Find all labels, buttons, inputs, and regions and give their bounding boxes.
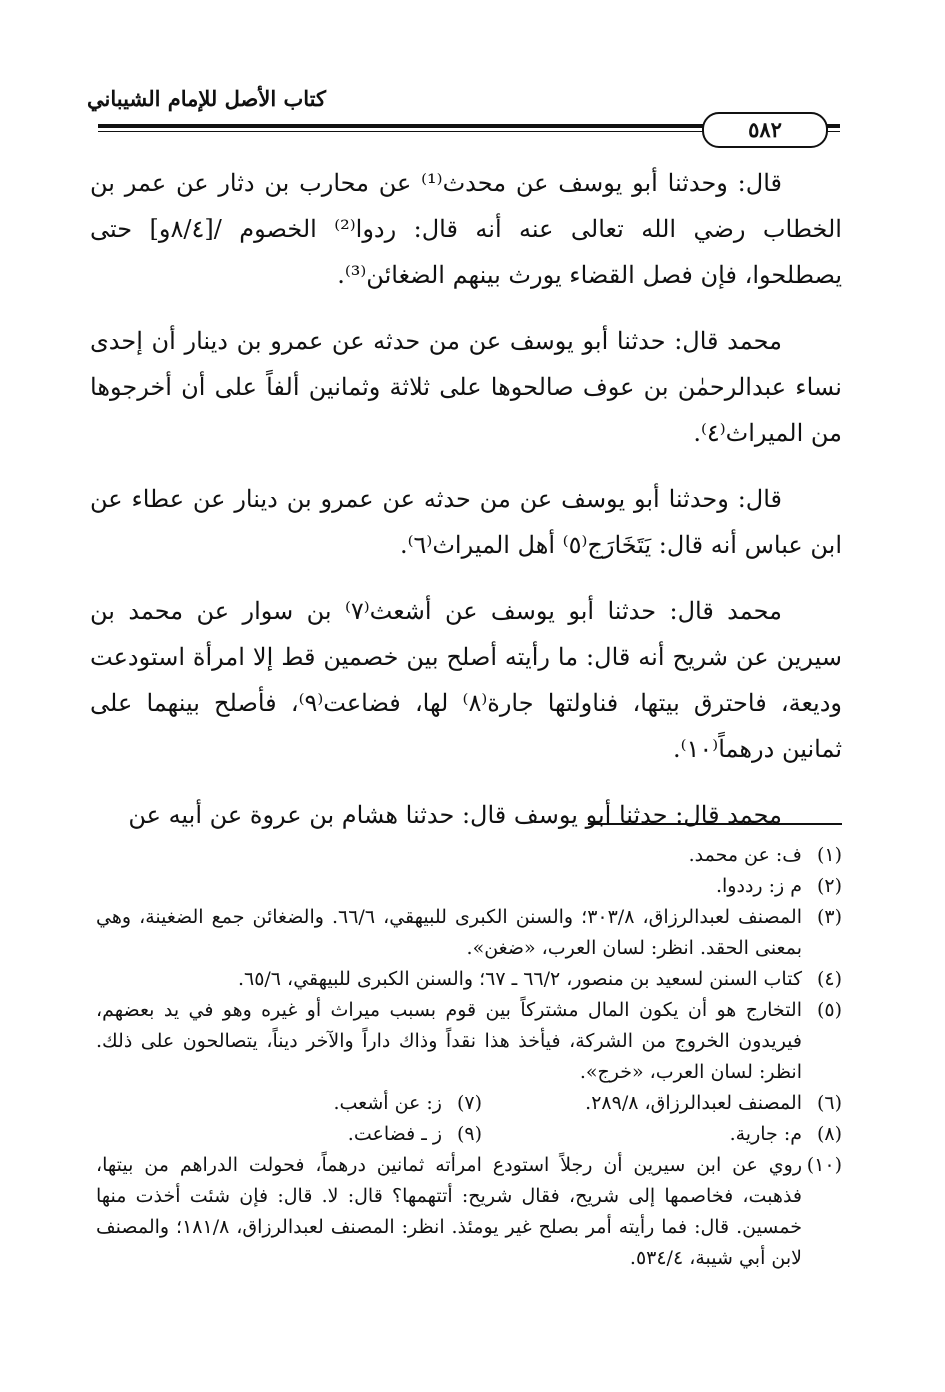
footnote-number: (٦)	[816, 1092, 842, 1114]
paragraph: قال: وحدثنا أبو يوسف عن من حدثه عن عمرو بن دينار عن عطاء عن ابن عباس أنه قال: يَتَخَارَج⁽٥⁾ أهل الميراث⁽٦⁾.	[90, 485, 842, 559]
footnote	[333, 1088, 482, 1119]
footnote-number: (٧)	[456, 1092, 482, 1114]
footnote-number: (١)	[816, 844, 842, 866]
footnote-text: المصنف لعبدالرزاق، ٣٠٣/٨؛ والسنن الكبرى للبيهقي، ٦٦/٦. والضغائن جمع الضغينة، وهي بمعنى الحقد. انظر: لسان العرب، «ضغن».	[96, 906, 802, 959]
footnote-separator	[588, 823, 842, 825]
footnote-number: (١٠)	[806, 1154, 842, 1176]
footnote-row	[96, 1119, 842, 1150]
footnote-number: (٤)	[816, 968, 842, 990]
footnote-text: روي عن ابن سيرين أن رجلاً استودع امرأته ثمانين درهماً، فحولت الدراهم من بيتها، فذهبت، فخاصمها إلى شريح، فقال شريح: أتتهمها؟ قال: لا. قال: فإن شئت أخذت منها خمسين. قال: فما رأيته أمر بصلح غير يومئذ. انظر: المصنف لعبدالرزاق، ١٨١/٨؛ والمصنف لابن أبي شيبة، ٥٣٤/٤.	[96, 1154, 802, 1269]
footnote-number: (٢)	[816, 875, 842, 897]
footnote	[482, 1119, 842, 1150]
main-text	[90, 160, 842, 858]
footnote-text: م ز: رددوا.	[715, 875, 802, 897]
page-number: ٥٨٢	[702, 112, 828, 148]
footnote-number: (٩)	[456, 1123, 482, 1145]
footnote	[96, 840, 842, 871]
footnote	[96, 1150, 842, 1274]
footnote-text: م: جارية.	[729, 1123, 802, 1145]
footnote-text: ز: عن أشعب.	[333, 1092, 442, 1114]
paragraph: محمد قال: حدثنا أبو يوسف عن أشعث⁽٧⁾ بن سوار عن محمد بن سيرين عن شريح أنه قال: ما رأيته أصلح بين خصمين قط إلا امرأة استودعت وديعة، فاحترق بيتها، فناولتها جارة⁽٨⁾ لها، فضاعت⁽٩⁾، فأصلح بينهما على ثمانين درهماً⁽١٠⁾.	[90, 597, 842, 763]
paragraph: محمد قال: حدثنا أبو يوسف عن من حدثه عن عمرو بن دينار أن إحدى نساء عبدالرحمٰن بن عوف صالحوها على ثلاثة وثمانين ألفاً على أن أخرجوها من الميراث⁽٤⁾.	[90, 327, 842, 447]
footnote-number: (٥)	[816, 999, 842, 1021]
footnote	[96, 995, 842, 1088]
paragraph: محمد قال: حدثنا أبو يوسف قال: حدثنا هشام بن عروة عن أبيه عن	[128, 801, 782, 829]
footnote-text: ز ـ فضاعت.	[347, 1123, 442, 1145]
footnote-text: التخارج هو أن يكون المال مشتركاً بين قوم بسبب ميراث أو غيره وهو في يد بعضهم، فيريدون الخروج من الشركة، فيأخذ هذا نقداً وذاك داراً والآخر ديناً، يتصالحون على ذلك. انظر: لسان العرب، «خرج».	[96, 999, 802, 1083]
footnote	[96, 964, 842, 995]
footnote-text: ف: عن محمد.	[688, 844, 802, 866]
footnote	[348, 1119, 482, 1150]
footnote-number: (٣)	[816, 906, 842, 928]
footnote-row	[96, 1088, 842, 1119]
footnote	[96, 871, 842, 902]
paragraph: قال: وحدثنا أبو يوسف عن محدث⁽¹⁾ عن محارب بن دثار عن عمر بن الخطاب رضي الله تعالى عنه أنه قال: ردوا⁽²⁾ الخصوم /[٨/٤و] حتى يصطلحوا، فإن فصل القضاء يورث بينهم الضغائن⁽³⁾.	[90, 169, 842, 289]
footnote	[96, 902, 842, 964]
footnotes	[96, 840, 842, 1274]
footnote	[482, 1088, 842, 1119]
book-title: كتاب الأصل للإمام الشيباني	[87, 86, 326, 111]
footnote-text: كتاب السنن لسعيد بن منصور، ٦٦/٢ ـ ٦٧؛ والسنن الكبرى للبيهقي، ٦٥/٦.	[237, 968, 802, 990]
footnote-number: (٨)	[816, 1123, 842, 1145]
footnote-text: المصنف لعبدالرزاق، ٢٨٩/٨.	[585, 1092, 802, 1114]
